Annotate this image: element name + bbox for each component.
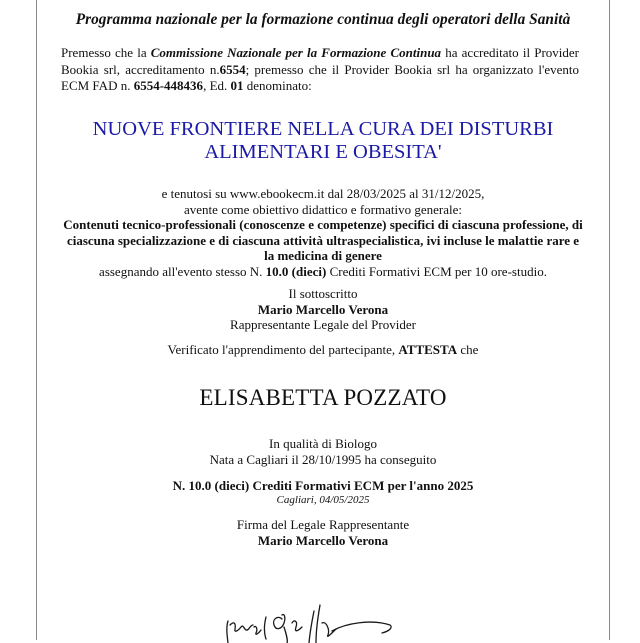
handwritten-signature-icon — [222, 603, 394, 643]
credits-text-1: assegnando all'evento stesso N. — [99, 263, 266, 279]
objective-line-2: ciascuna specializzazione e di ciascuna attività ultraspecialistica, ivi incluse le malattie rare e — [66, 232, 580, 248]
objective-line-3: la medicina di genere — [264, 248, 382, 263]
signature-name: Mario Marcello Verona — [257, 532, 389, 548]
participant-details — [37, 436, 609, 467]
credits-text-2: Crediti Formativi ECM per 10 ore-studio. — [326, 263, 547, 279]
intro-text-3: ; premesso che il Provider Bookia srl ha organizzato l'evento ECM FAD n. — [61, 61, 580, 93]
legal-rep-name: Mario Marcello Verona — [257, 301, 389, 317]
commission-name: Commissione Nazionale per la Formazione Continua — [150, 45, 442, 60]
objective-line-1: Contenuti tecnico-professionali (conoscenze e competenze) specifici di ciascuna professione, di — [63, 217, 583, 232]
credits-awarded-block — [37, 478, 609, 507]
accreditation-number: 6554 — [219, 61, 246, 77]
event-details — [37, 186, 609, 279]
undersigned-block — [37, 286, 609, 333]
signature-label: Firma del Legale Rappresentante — [236, 517, 410, 532]
held-line: e tenutosi su www.ebookecm.it dal 28/03/2025 al 31/12/2025, — [161, 186, 485, 201]
intro-paragraph — [61, 45, 579, 95]
intro-text-4: , Ed. — [203, 78, 231, 93]
verification-line — [37, 342, 609, 358]
participant-name: ELISABETTA POZZATO — [199, 385, 447, 410]
page-border-right — [609, 0, 610, 640]
attesta-label: ATTESTA — [398, 342, 458, 357]
objective-intro: avente come obiettivo didattico e formativo generale: — [184, 201, 462, 217]
undersigned-label: Il sottoscritto — [288, 286, 358, 301]
intro-text-5: denominato: — [243, 78, 312, 93]
credits-value: 10.0 (dieci) — [265, 263, 327, 279]
event-number: 6554-448436 — [133, 78, 204, 93]
verification-text-1: Verificato l'apprendimento del partecipante, — [167, 342, 399, 357]
place-date: Cagliari, 04/05/2025 — [276, 493, 370, 506]
participant-birth: Nata a Cagliari il 28/10/1995 ha conseguito — [209, 451, 437, 467]
credits-awarded: N. 10.0 (dieci) Crediti Formativi ECM per l'anno 2025 — [172, 478, 474, 493]
legal-rep-role: Rappresentante Legale del Provider — [230, 317, 416, 332]
signature-block — [37, 517, 609, 548]
intro-text-1: Premesso che la — [61, 45, 151, 60]
event-title — [37, 118, 609, 164]
edition-number: 01 — [230, 78, 244, 93]
program-header: Programma nazionale per la formazione continua degli operatori della Sanità — [75, 11, 571, 28]
event-title-line-2: ALIMENTARI E OBESITA' — [204, 141, 442, 163]
verification-text-2: che — [457, 342, 479, 357]
intro-text-2: ha accreditato il Provider Bookia srl, accreditamento n. — [61, 45, 579, 77]
credits-line — [37, 264, 609, 280]
participant-role: In qualità di Biologo — [269, 436, 377, 451]
event-title-line-1: NUOVE FRONTIERE NELLA CURA DEI DISTURBI — [92, 118, 554, 140]
